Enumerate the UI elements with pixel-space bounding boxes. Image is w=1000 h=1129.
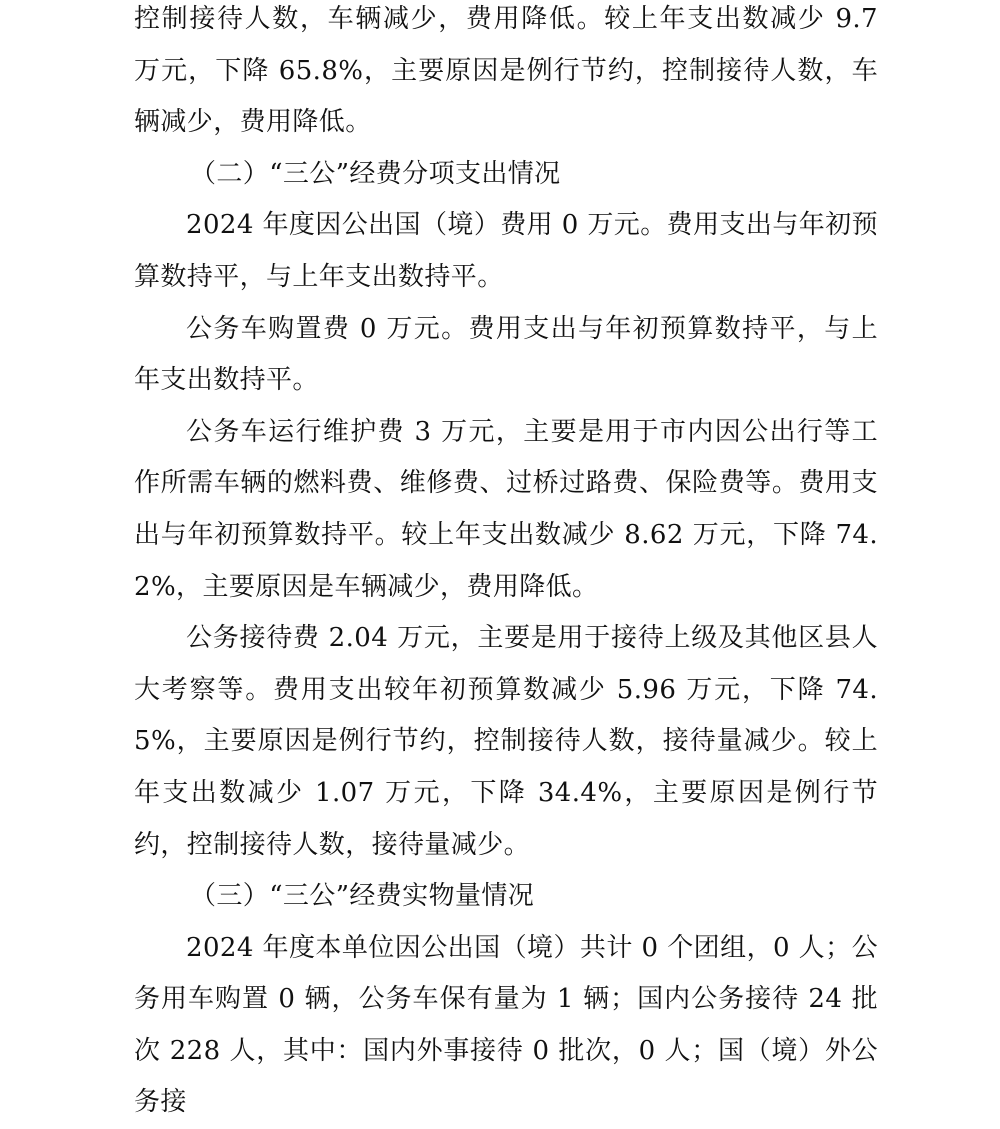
paragraph-vehicle-purchase: 公务车购置费 0 万元。费用支出与年初预算数持平，与上年支出数持平。 bbox=[134, 313, 878, 396]
section-heading-physical-quantity: （三）“三公”经费实物量情况 bbox=[190, 881, 535, 912]
paragraph-physical-quantity: 2024 年度本单位因公出国（境）共计 0 个团组，0 人；公务用车购置 0 辆，公务车保有量为 1 辆；国内公务接待 24 批次 228 人，其中：国内外事接待 0 批次，0 人；国（境）外公务接 bbox=[134, 932, 878, 1118]
paragraph-overseas-travel: 2024 年度因公出国（境）费用 0 万元。费用支出与年初预算数持平，与上年支出数持平。 bbox=[134, 210, 878, 292]
document-page bbox=[134, 0, 878, 1118]
section-heading-itemized-expenditure: （二）“三公”经费分项支出情况 bbox=[190, 158, 561, 189]
paragraph-official-reception: 公务接待费 2.04 万元，主要是用于接待上级及其他区县人大考察等。费用支出较年初预算数减少 5.96 万元，下降 74.5%，主要原因是例行节约，控制接待人数，接待量减少。较上年支出数减少 1.07 万元，下降 34.4%，主要原因是例行节约，控制接待人数，接待量减少。 bbox=[134, 623, 878, 860]
paragraph-continuation: 控制接待人数，车辆减少，费用降低。较上年支出数减少 9.7 万元，下降 65.8%，主要原因是例行节约，控制接待人数，车辆减少，费用降低。 bbox=[134, 4, 878, 138]
paragraph-vehicle-operation: 公务车运行维护费 3 万元，主要是用于市内因公出行等工作所需车辆的燃料费、维修费、过桥过路费、保险费等。费用支出与年初预算数持平。较上年支出数减少 8.62 万元，下降 74.2%，主要原因是车辆减少，费用降低。 bbox=[134, 416, 878, 602]
